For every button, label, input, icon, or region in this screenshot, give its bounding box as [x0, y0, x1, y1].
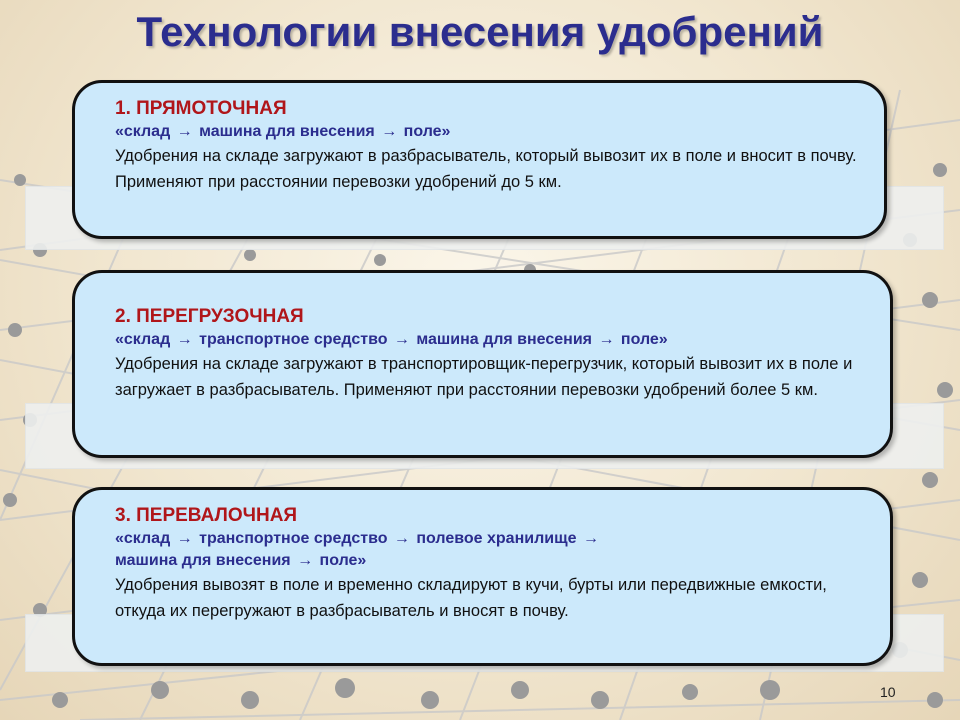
card-heading: 2. ПЕРЕГРУЗОЧНАЯ	[115, 306, 304, 327]
arrow-right-icon: →	[393, 331, 410, 348]
flow-scheme	[115, 528, 870, 550]
arrow-right-icon: →	[582, 530, 599, 547]
arrow-right-icon: →	[176, 530, 193, 547]
page-number: 10	[880, 684, 896, 700]
arrow-right-icon: →	[598, 331, 615, 348]
scheme-step: поле»	[620, 331, 668, 348]
scheme-step: «склад	[115, 123, 171, 140]
scheme-step: транспортное средство	[199, 530, 388, 547]
scheme-step: машина для внесения	[416, 331, 592, 348]
card-staging	[72, 487, 893, 666]
card-description: Удобрения на складе загружают в транспортировщик-перегрузчик, который вывозит их в поле и загружает в разбрасыватель. Применяют при расстоянии перевозки удобрений более 5 км.	[115, 355, 853, 399]
arrow-right-icon: →	[297, 552, 314, 569]
card-heading: 1. ПРЯМОТОЧНАЯ	[115, 98, 287, 119]
card-heading: 3. ПЕРЕВАЛОЧНАЯ	[115, 505, 298, 526]
card-direct-flow	[72, 80, 887, 239]
scheme-step: машина для внесения	[199, 123, 375, 140]
arrow-right-icon: →	[176, 123, 193, 140]
arrow-right-icon: →	[381, 123, 398, 140]
scheme-step: поле»	[319, 552, 367, 569]
card-description: Удобрения на складе загружают в разбрасыватель, который вывозит их в поле и вносит в почву. Применяют при расстоянии перевозки удобрений до 5 км.	[115, 147, 857, 191]
scheme-step: машина для внесения	[115, 552, 291, 569]
scheme-step: полевое хранилище	[416, 530, 577, 547]
flow-scheme	[115, 329, 870, 351]
arrow-right-icon: →	[393, 530, 410, 547]
arrow-right-icon: →	[176, 331, 193, 348]
flow-scheme	[115, 121, 864, 143]
flow-scheme-continued	[115, 550, 870, 572]
page-title: Технологии внесения удобрений	[136, 8, 824, 55]
card-transshipment	[72, 270, 893, 458]
scheme-step: «склад	[115, 530, 171, 547]
scheme-step: транспортное средство	[199, 331, 388, 348]
scheme-step: поле»	[403, 123, 451, 140]
scheme-step: «склад	[115, 331, 171, 348]
card-description: Удобрения вывозят в поле и временно складируют в кучи, бурты или передвижные емкости, откуда их перегружают в разбрасыватель и вносят в почву.	[115, 576, 827, 620]
